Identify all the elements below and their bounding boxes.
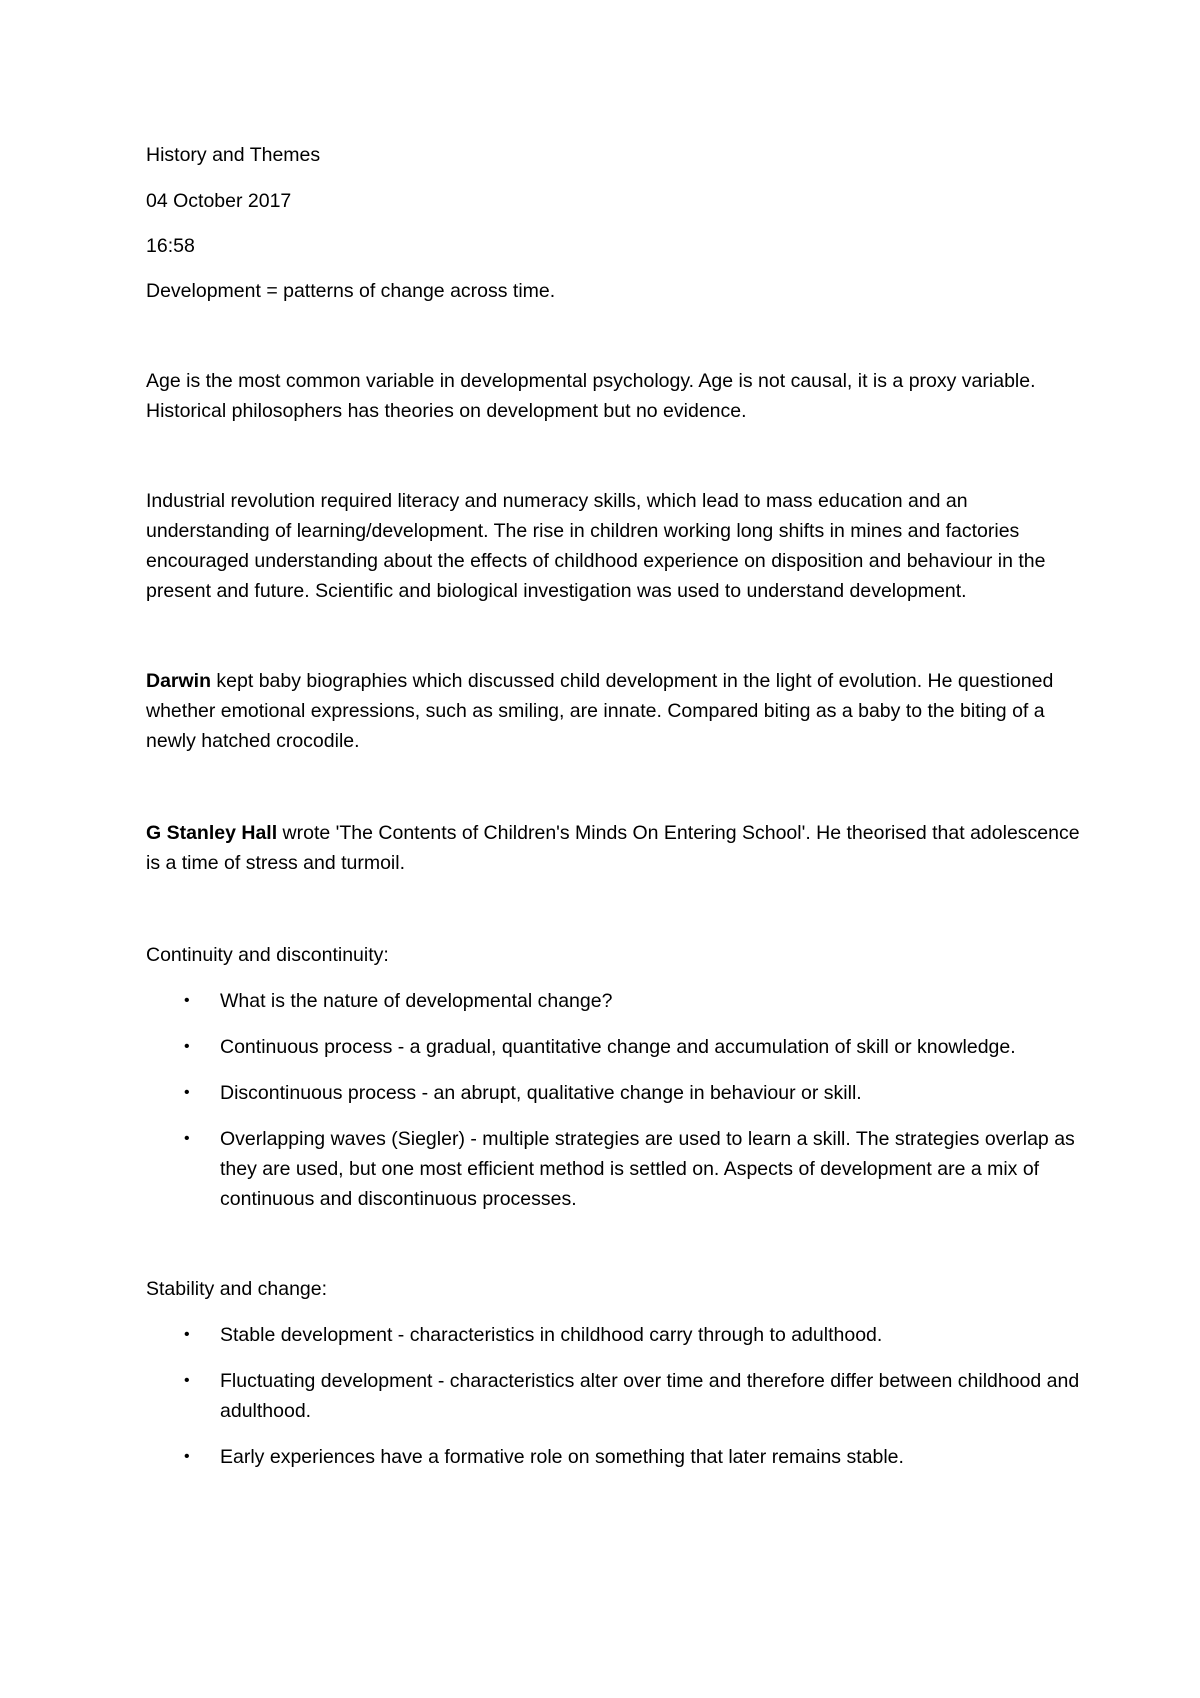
continuity-list [146,986,1086,1214]
list-item-text: Early experiences have a formative role on something that later remains stable. [220,1446,904,1468]
hall-text: wrote 'The Contents of Children's Minds On Entering School'. He theorised that adolescence is a time of stress and turmoil. [146,822,1080,874]
hall-paragraph [146,818,1086,878]
list-item [146,1124,1086,1214]
bullet-icon: • [184,1130,190,1147]
page-date: 04 October 2017 [146,190,292,212]
bullet-icon: • [184,1372,190,1389]
definition-paragraph: Development = patterns of change across time. [146,280,556,302]
list-item-text: Fluctuating development - characteristics alter over time and therefore differ between childhood and adulthood. [220,1370,1080,1422]
list-item [146,1032,1086,1062]
darwin-name: Darwin [146,670,212,692]
stability-heading: Stability and change: [146,1278,328,1300]
list-item [146,1442,1086,1472]
list-item-text: Discontinuous process - an abrupt, qualitative change in behaviour or skill. [220,1082,862,1104]
list-item [146,1366,1086,1426]
list-item [146,986,1086,1016]
bullet-icon: • [184,1326,190,1343]
industrial-paragraph: Industrial revolution required literacy and numeracy skills, which lead to mass education and an understanding of learning/development. The rise in children working long shifts in mines and factories encouraged understanding about the effects of childhood experience on disposition and behaviour in the present and future. Scientific and biological investigation was used to understand development. [146,490,1046,602]
document-content [146,140,1086,1488]
list-item [146,1078,1086,1108]
continuity-heading: Continuity and discontinuity: [146,944,389,966]
page-title: History and Themes [146,144,321,166]
bullet-icon: • [184,1084,190,1101]
age-paragraph: Age is the most common variable in developmental psychology. Age is not causal, it is a proxy variable. Historical philosophers has theories on development but no evidence. [146,370,1036,422]
bullet-icon: • [184,1038,190,1055]
list-item-text: Continuous process - a gradual, quantitative change and accumulation of skill or knowledge. [220,1036,1016,1058]
page-time: 16:58 [146,235,195,257]
bullet-icon: • [184,1448,190,1465]
darwin-paragraph [146,666,1086,756]
stability-list [146,1320,1086,1472]
hall-name: G Stanley Hall [146,822,278,844]
list-item-text: Overlapping waves (Siegler) - multiple strategies are used to learn a skill. The strategies overlap as they are used, but one most efficient method is settled on. Aspects of development are a mix of continuous and discontinuous processes. [220,1128,1075,1210]
list-item [146,1320,1086,1350]
list-item-text: What is the nature of developmental change? [220,990,613,1012]
list-item-text: Stable development - characteristics in childhood carry through to adulthood. [220,1324,883,1346]
darwin-text: kept baby biographies which discussed child development in the light of evolution. He questioned whether emotional expressions, such as smiling, are innate. Compared biting as a baby to the biting of a newly hatched crocodile. [146,670,1054,752]
bullet-icon: • [184,992,190,1009]
